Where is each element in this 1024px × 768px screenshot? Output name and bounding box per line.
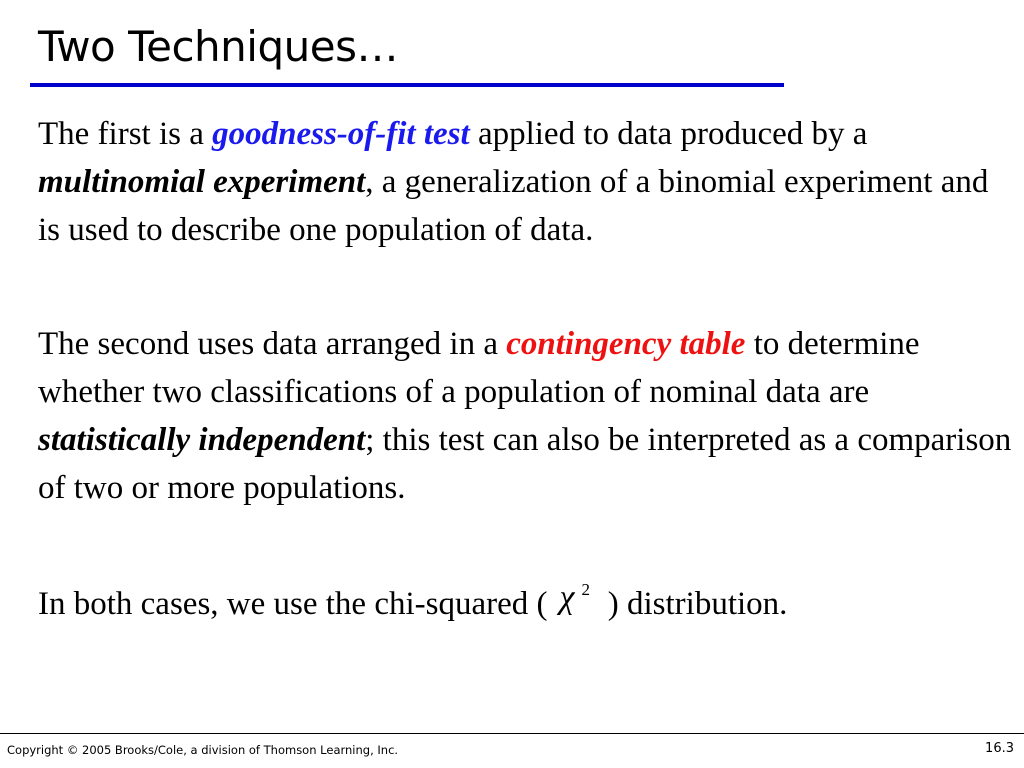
term-multinomial-experiment: multinomial experiment [38, 164, 366, 200]
p3-text-1: In both cases, we use the chi-squared ( [38, 586, 548, 622]
title-underline [30, 83, 784, 87]
p1-text-3: , a generalization of a binomial experiment and is used to describe one population of data. [38, 164, 989, 248]
term-contingency-table: contingency table [506, 326, 746, 362]
p1-text-1: The first is a [38, 116, 213, 152]
chi-superscript: 2 [581, 580, 590, 599]
term-goodness-of-fit: goodness-of-fit test [212, 116, 470, 152]
p2-text-2: to determine whether two classifications of a population of nominal data are [38, 326, 920, 410]
footer-divider [0, 733, 1024, 734]
slide-number: 16.3 [985, 741, 1014, 756]
paragraph-goodness-of-fit [38, 110, 1013, 254]
p2-text-1: The second uses data arranged in a [38, 326, 507, 362]
p1-text-2: applied to data produced by a [469, 116, 868, 152]
term-statistically-independent: statistically independent [38, 422, 366, 458]
paragraph-chi-squared [38, 580, 1013, 628]
p2-text-3: ; this test can also be interpreted as a comparison of two or more populations. [38, 422, 1012, 506]
footer-copyright: Copyright © 2005 Brooks/Cole, a division of Thomson Learning, Inc. [7, 743, 399, 757]
paragraph-contingency-table [38, 320, 1013, 512]
slide-title: Two Techniques… [38, 22, 398, 71]
p3-text-2: ) distribution. [599, 586, 788, 622]
chi-letter: χ [559, 579, 575, 616]
chi-squared-symbol [548, 579, 600, 618]
